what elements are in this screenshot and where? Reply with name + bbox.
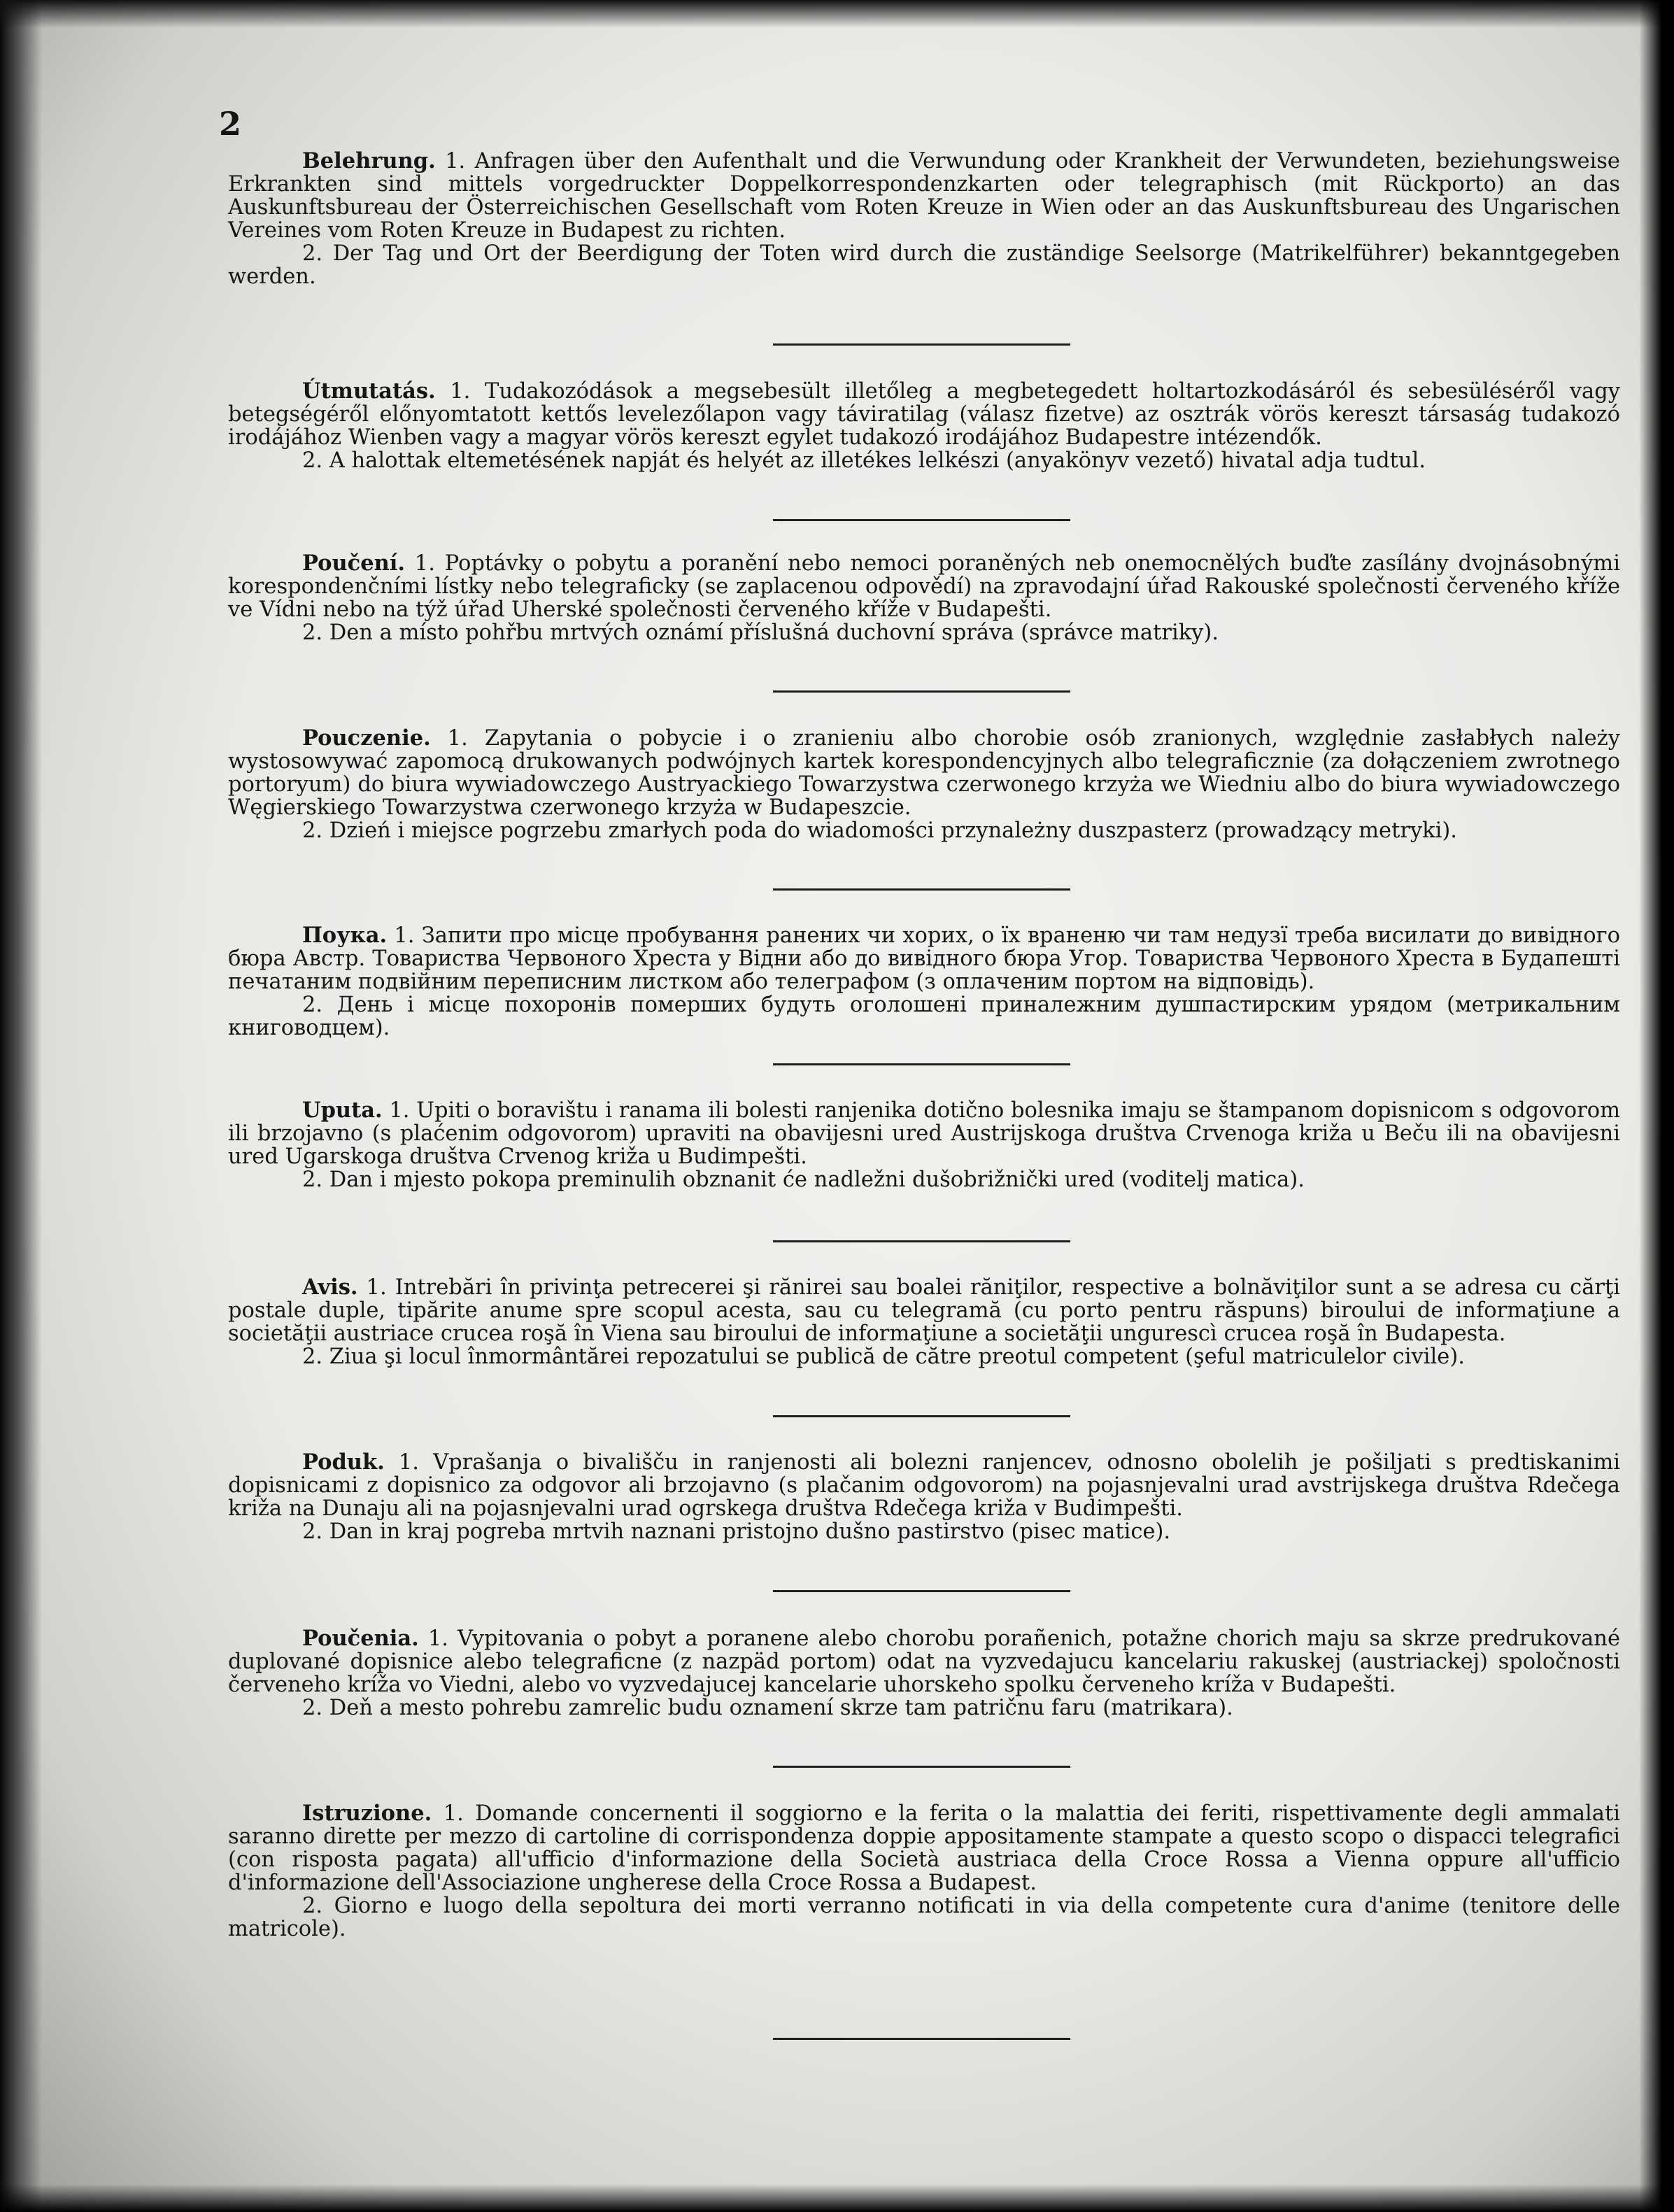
section-heading: Uputa. — [302, 1098, 383, 1123]
scan-shadow-left — [0, 0, 42, 2212]
section-item-1-text: 1. Запити про місце пробування ранених чи хорих, о їх враненю чи там недузї треба висилати до вивідного бюра Австр. Товариства Червоного Хреста у Відни або до вивідного бюра Угор. Товариства Червоного Хреста в Будапешті печатаним подвійним переписним листком або телеграфом (з оплаченим портом на відповідь). — [228, 923, 1620, 994]
section-item-2: 2. Den a místo pohřbu mrtvých oznámí příslušná duchovní správa (správce matriky). — [302, 621, 1219, 645]
scan-shadow-top — [0, 0, 1674, 28]
section-item-2: 2. Ziua şi locul înmormântărei repozatului se publică de către preotul competent (şeful matriculelor civile). — [302, 1345, 1465, 1369]
section-item-2: 2. День і місце похоронів померших будуть оголошені приналежним душпастирским урядом (метрикальним книговодцем). — [228, 993, 1620, 1040]
section-item-1 — [228, 1451, 1620, 1520]
section-divider — [773, 1590, 1070, 1592]
section-hungarian — [228, 380, 1620, 472]
section-item-1-text: 1. Zapytania o pobycie i o zranieniu albo chorobie osób zranionych, względnie zasłabłych należy wystosowywać zapomocą drukowanych podwójnych kartek korespondencyjnych albo telegraficznie (za dołączeniem zwrotnego portoryum) do biura wywiadowczego Austryackiego Towarzystwa czerwonego krzyża we Wiedniu albo do biura wywiadowczego Węgierskiego Towarzystwa czerwonego krzyża w Budapeszcie. — [228, 726, 1620, 820]
section-divider — [773, 343, 1070, 346]
scan-border-right — [1639, 0, 1674, 2212]
section-item-1-text: 1. Intrebări în privinţa petrecerei şi rănirei sau boalei răniţilor, respective a bolnăviţilor sunt a se adresa cu cărţi postale duple, tipărite anume spre scopul acesta, sau cu telegramă (cu porto pentru răspuns) biroului de informaţiune a societăţii austriace crucea roşă în Viena sau biroului de informaţiune a societăţii ungurescì crucea roşă în Budapesta. — [228, 1275, 1620, 1346]
section-item-2: 2. Dzień i miejsce pogrzebu zmarłych poda do wiadomości przynależny duszpasterz (prowadzący metryki). — [302, 818, 1457, 843]
section-item-1 — [228, 727, 1620, 819]
section-romanian — [228, 1276, 1620, 1368]
section-slovak — [228, 1627, 1620, 1720]
section-divider — [773, 1415, 1070, 1417]
section-item-2: 2. Dan i mjesto pokopa preminulih obznanit će nadležni dušobrižnički ured (voditelj matica). — [302, 1168, 1305, 1192]
section-item-1 — [228, 924, 1620, 993]
section-item-1 — [228, 1276, 1620, 1345]
section-italian — [228, 1802, 1620, 1941]
section-item-1 — [228, 552, 1620, 621]
section-item-1 — [228, 1627, 1620, 1696]
section-heading: Útmutatás. — [302, 378, 436, 404]
section-item-1-text: 1. Anfragen über den Aufenthalt und die Verwundung oder Krankheit der Verwundeten, beziehungsweise Erkrankten sind mittels vorgedruckter Doppelkorrespondenzkarten oder telegraphisch (mit Rückporto) an das Auskunftsbureau der Österreichischen Gesellschaft vom Roten Kreuze in Wien oder an das Auskunftsbureau des Ungarischen Vereines vom Roten Kreuze in Budapest zu richten. — [228, 149, 1620, 243]
section-divider — [773, 519, 1070, 521]
section-item-2: 2. A halottak eltemetésének napját és helyét az illetékes lelkészi (anyakönyv vezető) hivatal adja tudtul. — [302, 448, 1426, 473]
section-item-1-text: 1. Vypitovania o pobyt a poranene alebo chorobu porañenich, potažne chorich maju sa skrze predrukované duplované dopisnice alebo telegraficne (z nazpäd portom) odat na vyzvedajucu kancelariu rakuskej (austriackej) spoločnosti červeneho kríža vo Viedni, alebo vo vyzvedajucej kancelarie uhorskeho spolku červeneho kríža v Budapešti. — [228, 1626, 1620, 1697]
section-german — [228, 150, 1620, 288]
section-item-2: 2. Deň a mesto pohrebu zamrelic budu oznamení skrze tam patričnu faru (matrikara). — [302, 1696, 1233, 1720]
section-item-2: 2. Giorno e luogo della sepoltura dei morti verranno notificati in via della competente cura d'anime (tenitore delle matricole). — [228, 1894, 1620, 1941]
section-heading: Istruzione. — [302, 1801, 432, 1826]
section-item-2: 2. Der Tag und Ort der Beerdigung der Toten wird durch die zuständige Seelsorge (Matrikelführer) bekanntgegeben werden. — [228, 241, 1620, 289]
section-divider — [773, 1240, 1070, 1242]
section-heading: Poučenia. — [302, 1626, 419, 1651]
section-heading: Belehrung. — [302, 148, 436, 173]
section-ukrainian — [228, 924, 1620, 1040]
scan-border-bottom — [0, 2184, 1674, 2212]
section-heading: Poduk. — [302, 1449, 385, 1475]
section-item-1 — [228, 380, 1620, 449]
section-croatian — [228, 1099, 1620, 1191]
section-czech — [228, 552, 1620, 644]
section-item-2: 2. Dan in kraj pogreba mrtvih naznani pristojno dušno pastirstvo (pisec matice). — [302, 1519, 1171, 1544]
section-item-1-text: 1. Tudakozódások a megsebesült illetőleg a megbetegedett holtartozkodásáról és sebesüléséről vagy betegségéről előnyomtatott kettős levelezőlapon vagy táviratilag (válasz fizetve) az osztrák vörös kereszt társaság tudakozó irodájához Wienben vagy a magyar vörös kereszt egylet tudakozó irodájához Budapestre intézendők. — [228, 379, 1620, 450]
section-heading: Poučení. — [302, 551, 405, 576]
section-heading: Avis. — [302, 1275, 358, 1300]
section-item-1 — [228, 1099, 1620, 1168]
section-item-1 — [228, 1802, 1620, 1894]
section-divider — [773, 690, 1070, 693]
section-slovenian — [228, 1451, 1620, 1543]
section-item-1-text: 1. Upiti o boravištu i ranama ili bolesti ranjenika dotično bolesnika imaju se štampanom dopisnicom s odgovorom ili brzojavno (s plaćenim odgovorom) upraviti na obavijesni ured Austrijskoga društva Crvenoga križa u Beču ili na obavijesni ured Ugarskoga društva Crvenog križa u Budimpešti. — [228, 1098, 1621, 1169]
section-item-1-text: 1. Domande concernenti il soggiorno e la ferita o la malattia dei feriti, rispettivamente degli ammalati saranno dirette per mezzo di cartoline di corrispondenza doppie appositamente stampate a questo scopo o dispacci telegrafici (con risposta pagata) all'ufficio d'informazione della Società austriaca della Croce Rossa a Vienna oppure all'ufficio d'informazione dell'Associazione ungherese della Croce Rossa a Budapest. — [228, 1801, 1621, 1895]
section-divider — [773, 1766, 1070, 1768]
section-heading: Pouczenie. — [302, 725, 431, 751]
section-divider — [773, 1063, 1070, 1065]
section-divider — [773, 888, 1070, 891]
section-polish — [228, 727, 1620, 842]
section-item-1-text: 1. Poptávky o pobytu a poranění nebo nemoci poraněných neb onemocnělých buďte zasílány dvojnásobnými korespondenčními lístky nebo telegraficky (se zaplacenou odpovědí) na zpravodajní úřad Rakouské společnosti červeného kříže ve Vídni nebo na týž úřad Uherské společnosti červeného kříže v Budapešti. — [228, 551, 1620, 622]
section-divider — [773, 2038, 1070, 2040]
section-heading: Поука. — [302, 923, 388, 948]
page-number: 2 — [219, 105, 242, 143]
section-item-1 — [228, 150, 1620, 242]
section-item-1-text: 1. Vprašanja o bivališču in ranjenosti ali bolezni ranjencev, odnosno obolelih je pošiljati s predtiskanimi dopisnicami z dopisnico za odgovor ali brzojavno (s plačanim odgovorom) na pojasnjevalni urad avstrijskega društva Rdečega križa na Dunaju ali na pojasnjevalni urad ogrskega društva Rdečega križa v Budimpešti. — [228, 1450, 1620, 1521]
